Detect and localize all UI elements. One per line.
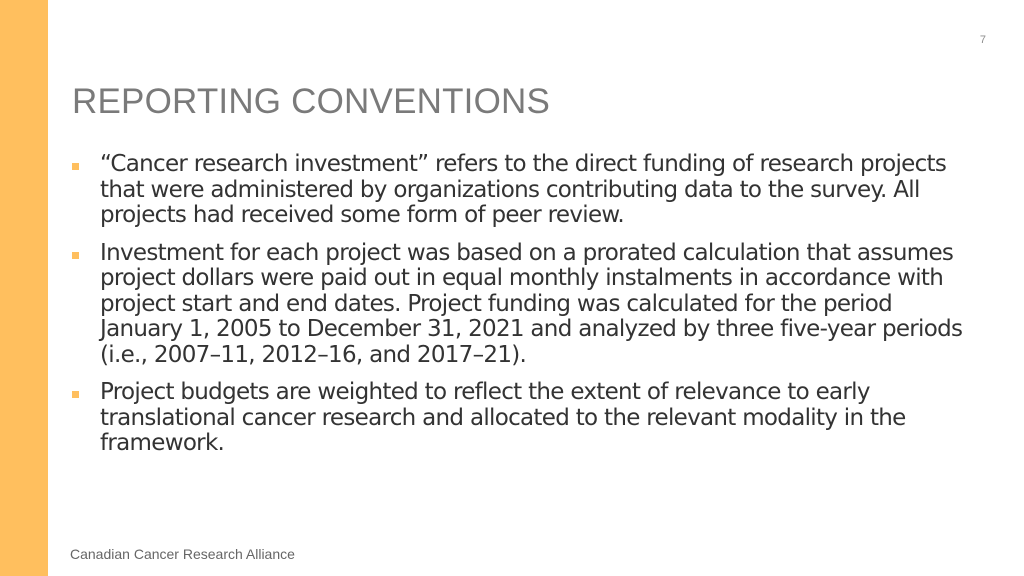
bullet-item bbox=[72, 152, 972, 229]
square-bullet-icon bbox=[72, 391, 79, 398]
bullet-item bbox=[72, 241, 972, 369]
square-bullet-icon bbox=[72, 163, 79, 170]
bullet-text: “Cancer research investment” refers to the direct funding of research projects that were administered by organizations contributing data to the survey. All projects had received some form of peer review. bbox=[100, 151, 947, 228]
bullet-text: Project budgets are weighted to reflect the extent of relevance to early translational cancer research and allocated to the relevant modality in the framework. bbox=[100, 379, 906, 456]
footer-organization: Canadian Cancer Research Alliance bbox=[70, 546, 295, 562]
bullet-list bbox=[72, 152, 972, 469]
slide-number: 7 bbox=[979, 34, 986, 46]
slide-title: REPORTING CONVENTIONS bbox=[72, 82, 551, 121]
square-bullet-icon bbox=[72, 252, 79, 259]
bullet-text: Investment for each project was based on a prorated calculation that assumes project dollars were paid out in equal monthly instalments in accordance with project start and end dates. Project funding was calculated for the period January 1, 2005 to December 31, 2021 and analyzed by three five-year periods (i.e., 2007–11, 2012–16, and 2017–21). bbox=[100, 239, 963, 368]
bullet-item bbox=[72, 380, 972, 457]
accent-bar bbox=[0, 0, 48, 576]
